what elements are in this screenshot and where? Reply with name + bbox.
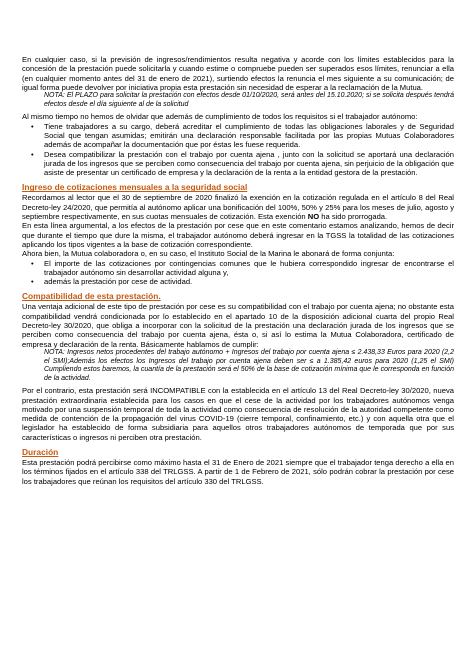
list-item: • Tiene trabajadores a su cargo, deberá acreditar el cumplimiento de todas las obligaciones laborales y de Seguridad Social que tengan asumidas; emitirán una declaración responsable facilitada por las propias Mutuas Colaboradores además de acompañar la documentación que por éstas les fuese requerida.	[31, 121, 454, 150]
bullet-icon: •	[31, 121, 34, 131]
paragraph-incompatible: Por el contrario, esta prestación será INCOMPATIBLE con la establecida en el artículo 13 del Real Decreto-ley 30/2020, nueva prestación extraordinaria establecida para los casos en que el cese de la actividad por los trabajadores autónomos venga motivado por una suspensión temporal de toda la actividad como consecuencia de resolución de la autoridad competente como medida de contención de la propagación del virus COVID-19 (cierre temporal, confinamiento, etc.) y con aquella otra que el legislador ha establecido de forma subsidiaria para aquellos otros trabajadores autónomos de temporada que por sus características o ingresos ni perciben otra prestación.	[22, 386, 454, 442]
paragraph-exencion: Recordamos al lector que el 30 de septiembre de 2020 finalizó la exención en la cotización regulada en el artículo 8 del Real Decreto-ley 24/2020, que permitía al autónomo aplicar una bonificación del 100%, 50% y 25% para los meses de julio, agosto y septiembre respectivamente, en sus cuotas mensuales de cotización. Esta exención NO ha sido prorrogada.	[22, 193, 454, 222]
list-item: • El importe de las cotizaciones por contingencias comunes que le hubiera correspondido ingresar de encontrarse el trabajador autónomo sin desarrollar actividad alguna y,	[31, 258, 454, 277]
heading-ingreso-cotizaciones: Ingreso de cotizaciones mensuales a la seguridad social	[22, 182, 248, 193]
heading-duracion: Duración	[22, 447, 59, 458]
list-item: • además la prestación por cese de actividad.	[31, 277, 193, 287]
paragraph-requisitos: Al mismo tiempo no hemos de olvidar que además de cumplimiento de todos los requisitos si el trabajador autónomo:	[22, 112, 418, 122]
list-item: • Desea compatibilizar la prestación con el trabajo por cuenta ajena , junto con la solicitud se aportará una declaración jurada de los ingresos que se perciben como consecuencia del trabajo por cuenta ajena, sin perjuicio de la obligación que asiste de presentar un certificado de empresa y la declaración de la renta a la entidad gestora de la prestación.	[31, 149, 454, 178]
requisitos-list	[22, 122, 454, 178]
abono-list	[22, 259, 454, 287]
document-page	[22, 55, 454, 486]
paragraph-linea-argumental: En esta línea argumental, a los efectos de la prestación por cese que en este comentario estamos analizando, hemos de decir que durante el tiempo que dure la misma, el trabajador autónomo deberá ingresar en la TGSS la totalidad de las cotizaciones aplicando los tipos vigentes a la base de cotización correspondiente.	[22, 221, 454, 249]
note-plazo: NOTA: El PLAZO para solicitar la prestación con efectos desde 01/10/2020, será antes del 15.10.2020; si se solicita después tendrá efectos desde el día siguiente al de la solicitud	[44, 92, 454, 108]
bullet-icon: •	[31, 277, 34, 287]
paragraph-abono: Ahora bien, la Mutua colaboradora o, en su caso, el Instituto Social de la Marina le abonará de forma conjunta:	[22, 249, 395, 259]
bullet-icon: •	[31, 258, 34, 268]
paragraph-renuncia: En cualquier caso, si la previsión de ingresos/rendimientos resulta negativa y acorde con los límites establecidos para la concesión de la prestación puede solicitarla y cuando estime o compruebe pueden ser superados esos límites, renunciar a ella (en cualquier momento antes del 31 de enero de 2021), surtiendo efectos la renuncia el mes siguiente a su comunicación; de igual forma puede devolver por iniciativa propia esta prestación sin necesidad de esperar a la reclamación de la Mutua.	[22, 55, 454, 92]
heading-compatibilidad: Compatibilidad de esta prestación.	[22, 291, 161, 302]
paragraph-duracion: Esta prestación podrá percibirse como máximo hasta el 31 de Enero de 2021 siempre que el trabajador tenga derecho a ella en los términos fijados en el artículo 338 del TRLGSS. A partir de 1 de Febrero de 2021, sólo podrán cobrar la prestación por cese los trabajadores que reúnan los requisitos del artículo 330 del TRLGSS.	[22, 458, 454, 486]
note-ingresos: NOTA: Ingresos netos procedentes del trabajo autónomo + Ingresos del trabajo por cuenta ajena ≤ 2.438,33 Euros para 2020 (2,2 el SMI);Además los efectos los Ingresos del trabajo por cuenta ajena deben ser ≤ a 1.385,42 euros para 2020 (1,25 el SMI) Cumpliendo estos baremos, la cuantía de la prestación será el 50% de la base de cotización mínima que le corresponda en función de la actividad.	[44, 348, 454, 382]
emphasis-no: NO	[307, 212, 320, 222]
paragraph-compatibilidad: Una ventaja adicional de este tipo de prestación por cese es su compatibilidad con el trabajo por cuenta ajena; no obstante esta compatibilidad vendrá condicionada por lo establecido en el apartado 10 de la disposición adicional cuarta del propio Real Decreto-ley 30/2020, que obliga a incorporar con la solicitud de la prestación una declaración jurada de los ingresos que se perciben como consecuencia del trabajo por cuenta ajena, ésta o, si así lo estima la Mutua Colaboradora, certificado de empresa y declaración de la renta. Básicamente hablamos de cumplir:	[22, 302, 454, 349]
bullet-icon: •	[31, 149, 34, 159]
